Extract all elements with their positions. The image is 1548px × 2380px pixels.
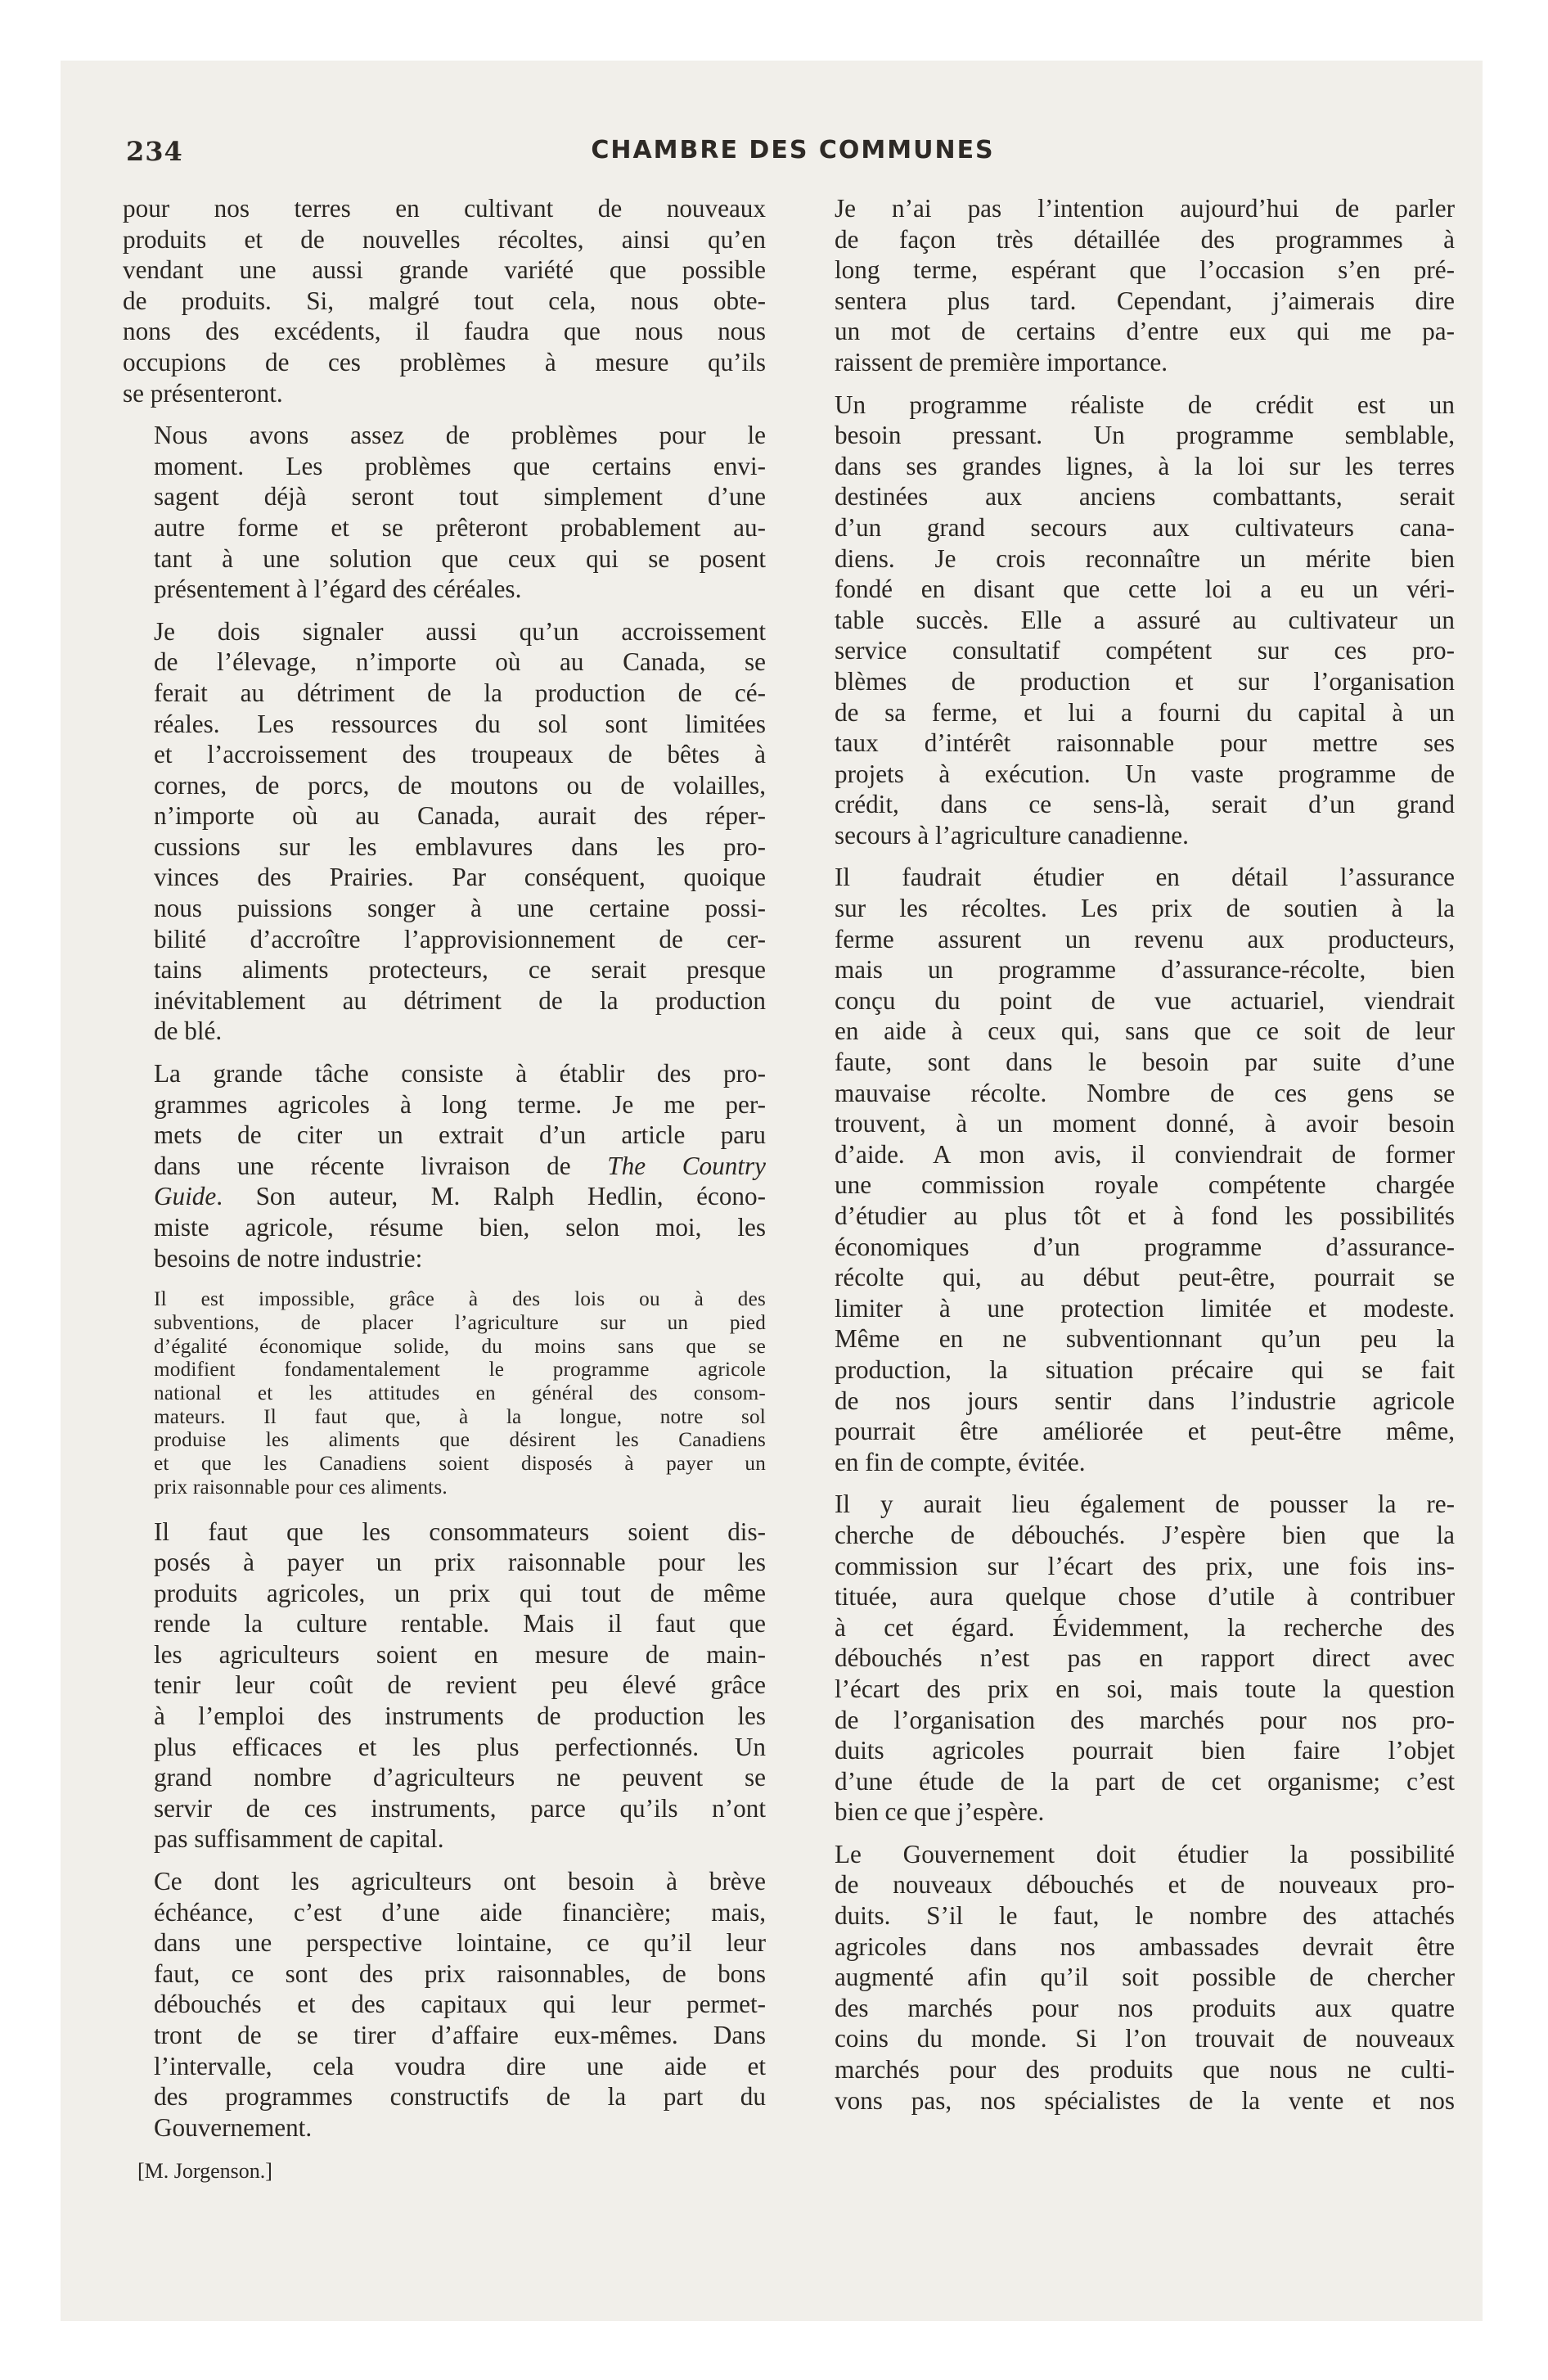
text-line: Il faudrait étudier en détail l’assurance: [835, 863, 1455, 892]
paragraph: [123, 193, 766, 408]
text-line: de façon très détaillée des programmes à: [835, 224, 1455, 254]
text-line: autre forme et se prêteront probablement au-: [154, 512, 766, 542]
text-line: cussions sur les emblavures dans les pro-: [154, 832, 766, 861]
text-line: besoin pressant. Un programme semblable,: [835, 421, 1455, 450]
text-line: pas suffisamment de capital.: [154, 1824, 444, 1854]
publication-title: Guide: [154, 1182, 217, 1211]
text-line: sur les récoltes. Les prix de soutien à la: [835, 894, 1455, 923]
text-line: Un programme réaliste de crédit est un: [835, 390, 1455, 419]
text-line: dans ses grandes lignes, à la loi sur les terres: [835, 451, 1455, 480]
text-line: rende la culture rentable. Mais il faut que: [154, 1609, 766, 1639]
text-line: d’étudier au plus tôt et à fond les possibilités: [835, 1201, 1455, 1230]
text-line: mets de citer un extrait d’un article paru: [154, 1120, 766, 1150]
text-line: Le Gouvernement doit étudier la possibilité: [835, 1839, 1455, 1868]
text-line: économiques d’un programme d’assurance-: [835, 1232, 1455, 1261]
text-line: agricoles dans nos ambassades devrait être: [835, 1931, 1455, 1961]
text-line: destinées aux anciens combattants, serait: [835, 482, 1455, 512]
text-line: posés à payer un prix raisonnable pour les: [154, 1548, 766, 1577]
text-line: secours à l’agriculture canadienne.: [835, 820, 1189, 850]
text-line: duits agricoles pourrait bien faire l’objet: [835, 1736, 1455, 1765]
text-line: les agriculteurs soient en mesure de main-: [154, 1639, 766, 1669]
text-line: besoins de notre industrie:: [154, 1243, 423, 1273]
text-line: à l’emploi des instruments de production les: [154, 1702, 766, 1731]
text-line: des marchés pour nos produits aux quatre: [835, 1993, 1455, 2022]
text-line: de sa ferme, et lui a fourni du capital à un: [835, 697, 1455, 727]
text-line: augmenté afin qu’il soit possible de chercher: [835, 1963, 1455, 1992]
text-line: à cet égard. Évidemment, la recherche des: [835, 1612, 1455, 1642]
text-line: et l’accroissement des troupeaux de bêtes à: [154, 740, 766, 769]
text-line: plus efficaces et les plus perfectionnés. Un: [154, 1732, 766, 1761]
text-line: des programmes constructifs de la part du: [154, 2082, 766, 2112]
publication-title: The Country: [607, 1151, 766, 1180]
text-line: dans une récente livraison de The Country: [154, 1151, 766, 1180]
text-line: pour nos terres en cultivant de nouveaux: [123, 194, 766, 223]
text-line: occupions de ces problèmes à mesure qu’ils: [123, 347, 766, 376]
text-line: long terme, espérant que l’occasion s’en pré-: [835, 255, 1455, 285]
quote-line: national et les attitudes en général des consom-: [154, 1382, 766, 1404]
text-line: Il y aurait lieu également de pousser la re-: [835, 1490, 1455, 1519]
text-line: de nos jours sentir dans l’industrie agricole: [835, 1386, 1455, 1415]
text-line: vendant une aussi grande variété que possible: [123, 255, 766, 285]
speaker-attribution: [M. Jorgenson.]: [137, 2159, 272, 2184]
text-line: limiter à une protection limitée et modeste.: [835, 1293, 1455, 1323]
text-line: Je n’ai pas l’intention aujourd’hui de parler: [835, 194, 1455, 223]
text-line: tront de se tirer d’affaire eux-mêmes. Dans: [154, 2021, 766, 2050]
quote-line: et que les Canadiens soient disposés à payer un: [154, 1453, 766, 1476]
text-line: de produits. Si, malgré tout cela, nous obte-: [123, 286, 766, 315]
text-line: inévitablement au détriment de la production: [154, 985, 766, 1015]
text-line: cherche de débouchés. J’espère bien que la: [835, 1520, 1455, 1549]
text-line: débouchés n’est pas en rapport direct avec: [835, 1643, 1455, 1673]
text-line: de nouveaux débouchés et de nouveaux pro-: [835, 1870, 1455, 1900]
quote-line: produise les aliments que désirent les Canadiens: [154, 1429, 766, 1452]
text-line: produits et de nouvelles récoltes, ainsi qu’en: [123, 224, 766, 254]
text-line: présentement à l’égard des céréales.: [154, 575, 522, 604]
text-line: miste agricole, résume bien, selon moi, les: [154, 1213, 766, 1242]
quote-line: mateurs. Il faut que, à la longue, notre sol: [154, 1405, 766, 1428]
text-line: de l’élevage, n’importe où au Canada, se: [154, 647, 766, 677]
text-line: tenir leur coût de revient peu élevé grâce: [154, 1670, 766, 1700]
text-line: mauvaise récolte. Nombre de ces gens se: [835, 1078, 1455, 1107]
text-line: service consultatif compétent sur ces pro-: [835, 636, 1455, 665]
text-line: dans une perspective lointaine, ce qu’il leur: [154, 1928, 766, 1958]
text-line: d’aide. A mon avis, il conviendrait de former: [835, 1139, 1455, 1169]
text-line: tant à une solution que ceux qui se posent: [154, 543, 766, 573]
text-line: coins du monde. Si l’on trouvait de nouveaux: [835, 2024, 1455, 2053]
text-line: commission sur l’écart des prix, une fois ins-: [835, 1551, 1455, 1580]
text-line: récolte qui, au début peut-être, pourrait se: [835, 1263, 1455, 1292]
text-line: Même en ne subventionnant qu’un peu la: [835, 1324, 1455, 1354]
text-line: fondé en disant que cette loi a eu un véri-: [835, 575, 1455, 604]
text-line: marchés pour des produits que nous ne culti-: [835, 2055, 1455, 2085]
quote-line: Il est impossible, grâce à des lois ou à des: [154, 1288, 766, 1311]
text-line: bilité d’accroître l’approvisionnement de cer-: [154, 924, 766, 953]
text-line: cornes, de porcs, de moutons ou de volailles,: [154, 770, 766, 800]
text-line: conçu du point de vue actuariel, viendrait: [835, 985, 1455, 1015]
text-line: produits agricoles, un prix qui tout de même: [154, 1578, 766, 1607]
text-line: projets à exécution. Un vaste programme de: [835, 759, 1455, 788]
text-line: raissent de première importance.: [835, 347, 1168, 376]
page-header: [126, 136, 1460, 169]
text-line: La grande tâche consiste à établir des pro-: [154, 1059, 766, 1089]
paragraph: [123, 1866, 766, 2143]
text-line: sentera plus tard. Cependant, j’aimerais dire: [835, 286, 1455, 315]
text-line: grand nombre d’agriculteurs ne peuvent se: [154, 1763, 766, 1792]
text-line: ferait au détriment de la production de cé-: [154, 678, 766, 707]
text-line: Nous avons assez de problèmes pour le: [154, 421, 766, 450]
text-line: nous puissions songer à une certaine possi-: [154, 894, 766, 923]
text-line: échéance, c’est d’une aide financière; mais,: [154, 1897, 766, 1927]
text-line: nons des excédents, il faudra que nous nous: [123, 317, 766, 346]
quote-line: subventions, de placer l’agriculture sur un pied: [154, 1311, 766, 1334]
text-line: servir de ces instruments, parce qu’ils n’ont: [154, 1793, 766, 1823]
paragraph: [803, 390, 1455, 851]
quote-line: d’égalité économique solide, du moins sans que se: [154, 1335, 766, 1358]
text-line: blèmes de production et sur l’organisation: [835, 666, 1455, 696]
text-line: un mot de certains d’entre eux qui me pa-: [835, 317, 1455, 346]
text-line: grammes agricoles à long terme. Je me per-: [154, 1089, 766, 1119]
text-line: de blé.: [154, 1016, 223, 1046]
text-line: ferme assurent un revenu aux producteurs,: [835, 924, 1455, 953]
text-line: en fin de compte, évitée.: [835, 1447, 1086, 1476]
text-line: d’une étude de la part de cet organisme; c’est: [835, 1766, 1455, 1796]
text-line: se présenteront.: [123, 378, 283, 408]
paragraph: [803, 193, 1455, 378]
paragraph: [803, 1839, 1455, 2116]
text-line: crédit, dans ce sens-là, serait d’un grand: [835, 790, 1455, 819]
running-head-title: CHAMBRE DES COMMUNES: [591, 136, 995, 165]
text-line: tains aliments protecteurs, ce serait presque: [154, 955, 766, 985]
paragraph: [123, 616, 766, 1047]
text-line: Il faut que les consommateurs soient dis-: [154, 1517, 766, 1546]
left-column: [123, 193, 766, 2184]
text-line: l’intervalle, cela voudra dire une aide et: [154, 2051, 766, 2080]
text-line: d’un grand secours aux cultivateurs cana-: [835, 512, 1455, 542]
text-line: trouvent, à un moment donné, à avoir besoin: [835, 1109, 1455, 1138]
text-line: faute, sont dans le besoin par suite d’une: [835, 1048, 1455, 1077]
quote-line: prix raisonnable pour ces aliments.: [154, 1476, 448, 1499]
paragraph: [123, 1517, 766, 1855]
text-line: table succès. Elle a assuré au cultivateur un: [835, 605, 1455, 634]
paragraph: [803, 1489, 1455, 1828]
paragraph: [123, 420, 766, 605]
text-line: duits. S’il le faut, le nombre des attachés: [835, 1901, 1455, 1931]
text-line: bien ce que j’espère.: [835, 1797, 1045, 1827]
text-line: en aide à ceux qui, sans que ce soit de leur: [835, 1016, 1455, 1046]
text-line: moment. Les problèmes que certains envi-: [154, 451, 766, 480]
text-line: n’importe où au Canada, aurait des réper-: [154, 801, 766, 831]
text-line: de l’organisation des marchés pour nos pro-: [835, 1705, 1455, 1734]
paragraph: [803, 862, 1455, 1477]
text-line: mais un programme d’assurance-récolte, bien: [835, 955, 1455, 985]
text-line: vons pas, nos spécialistes de la vente et nos: [835, 2085, 1455, 2115]
text-line: Guide. Son auteur, M. Ralph Hedlin, écono-: [154, 1182, 766, 1211]
text-line: une commission royale compétente chargée: [835, 1170, 1455, 1200]
text-line: l’écart des prix en soi, mais toute la question: [835, 1674, 1455, 1703]
text-line: sagent déjà seront tout simplement d’une: [154, 482, 766, 512]
text-line: réales. Les ressources du sol sont limitées: [154, 709, 766, 738]
text-line: diens. Je crois reconnaître un mérite bien: [835, 543, 1455, 573]
text-line: taux d’intérêt raisonnable pour mettre ses: [835, 728, 1455, 758]
text-line: faut, ce sont des prix raisonnables, de bons: [154, 1959, 766, 1988]
quote-line: modifient fondamentalement le programme agricole: [154, 1359, 766, 1382]
text-line: Je dois signaler aussi qu’un accroissement: [154, 616, 766, 646]
text-line: vinces des Prairies. Par conséquent, quoique: [154, 863, 766, 892]
quoted-excerpt: [123, 1288, 766, 1499]
text-line: production, la situation précaire qui se fait: [835, 1355, 1455, 1384]
text-line: Ce dont les agriculteurs ont besoin à brève: [154, 1867, 766, 1896]
text-line: tituée, aura quelque chose d’utile à contribuer: [835, 1582, 1455, 1611]
right-column: [803, 193, 1455, 2127]
paragraph: [123, 1058, 766, 1273]
page-number: 234: [126, 136, 183, 167]
text-line: Gouvernement.: [154, 2112, 313, 2142]
text-line: débouchés et des capitaux qui leur permet-: [154, 1990, 766, 2019]
text-line: pourrait être améliorée et peut-être même,: [835, 1417, 1455, 1446]
